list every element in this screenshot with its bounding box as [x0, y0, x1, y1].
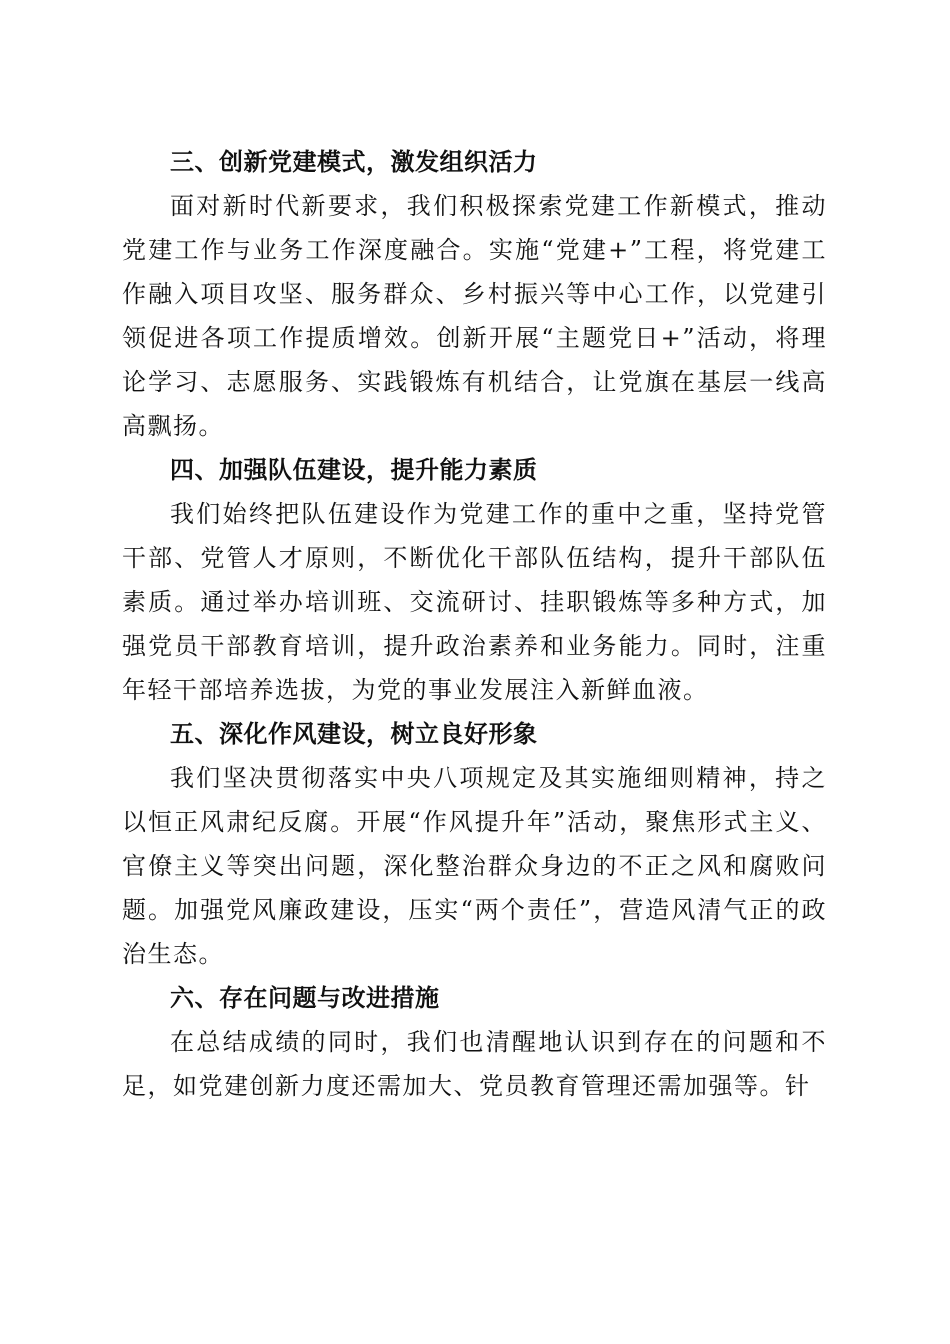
section-heading-4: 四、加强队伍建设，提升能力素质 [170, 456, 538, 484]
section-paragraph-3: 面对新时代新要求，我们积极探索党建工作新模式，推动党建工作与业务工作深度融合。实施“党建+”工程，将党建工作融入项目攻坚、服务群众、乡村振兴等中心工作，以党建引领促进各项工作提质增效。创新开展“主题党日+”活动，将理论学习、志愿服务、实践锻炼有机结合，让党旗在基层一线高高飘扬。 [122, 192, 827, 440]
document-body [122, 140, 827, 1108]
section-heading-6: 六、存在问题与改进措施 [170, 984, 440, 1012]
section-paragraph-5: 我们坚决贯彻落实中央八项规定及其实施细则精神，持之以恒正风肃纪反腐。开展“作风提升年”活动，聚焦形式主义、官僚主义等突出问题，深化整治群众身边的不正之风和腐败问题。加强党风廉政建设，压实“两个责任”，营造风清气正的政治生态。 [122, 764, 827, 968]
section-paragraph-6: 在总结成绩的同时，我们也清醒地认识到存在的问题和不足，如党建创新力度还需加大、党员教育管理还需加强等。针 [122, 1028, 827, 1100]
section-heading-3: 三、创新党建模式，激发组织活力 [170, 148, 538, 176]
section-heading-5: 五、深化作风建设，树立良好形象 [170, 720, 538, 748]
section-paragraph-4: 我们始终把队伍建设作为党建工作的重中之重，坚持党管干部、党管人才原则，不断优化干部队伍结构，提升干部队伍素质。通过举办培训班、交流研讨、挂职锻炼等多种方式，加强党员干部教育培训，提升政治素养和业务能力。同时，注重年轻干部培养选拔，为党的事业发展注入新鲜血液。 [122, 500, 827, 704]
